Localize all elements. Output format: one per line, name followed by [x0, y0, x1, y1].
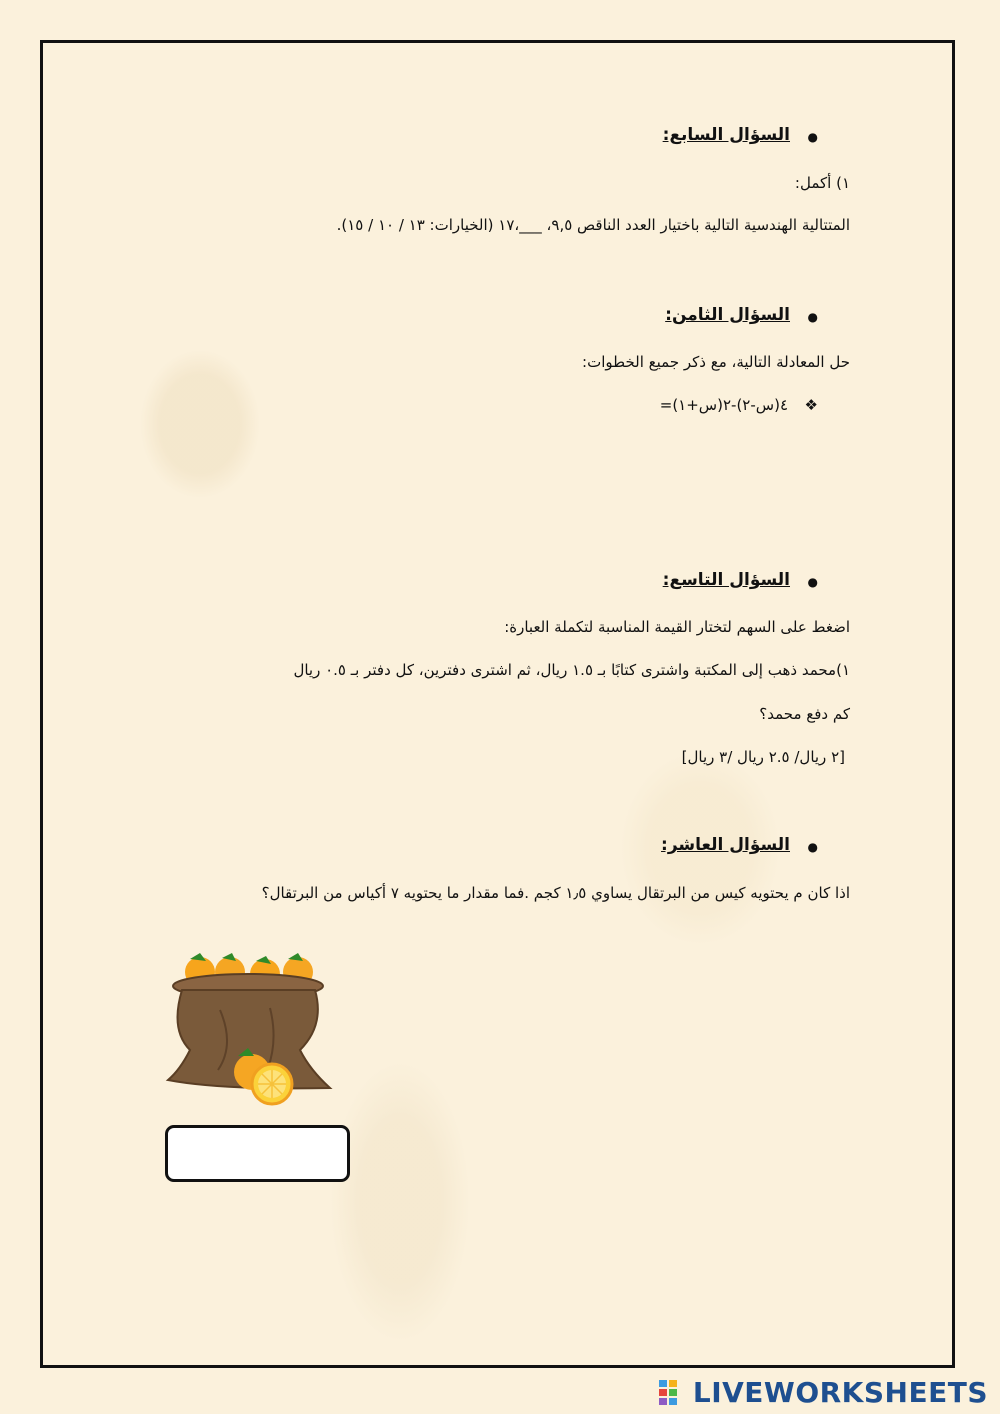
diamond-star-icon: ❖ — [804, 396, 818, 414]
q9-options[interactable]: [٢ ريال/ ٢.٥ ريال /٣ ريال] — [681, 748, 845, 766]
q9-heading: السؤال التاسع: — [662, 570, 790, 590]
q9-line-2: ١)محمد ذهب إلى المكتبة واشترى كتابًا بـ ١.٥ ريال، ثم اشترى دفترين، كل دفتر بـ ٠.٥ ريال — [293, 661, 850, 679]
q9-line-3: كم دفع محمد؟ — [759, 705, 850, 723]
orange-bag-image — [160, 950, 335, 1110]
bullet-icon: ● — [807, 130, 818, 144]
brand-name: LIVEWORKSHEETS — [692, 1375, 988, 1409]
liveworksheets-logo-icon — [659, 1379, 689, 1405]
bullet-icon: ● — [807, 840, 818, 854]
q10-line-1: اذا كان م يحتويه كيس من البرتقال يساوي ١٫٥ كجم .فما مقدار ما يحتويه ٧ أكياس من البرتقال؟ — [261, 884, 850, 902]
q8-heading: السؤال الثامن: — [665, 305, 790, 325]
answer-input-box[interactable] — [165, 1125, 350, 1182]
q8-equation: ٤(س-٢)-٢(س+١)= — [659, 396, 788, 414]
q7-heading: السؤال السابع: — [662, 125, 790, 145]
q7-line-1: ١) أكمل: — [794, 174, 850, 192]
q7-line-2: المتتالية الهندسية التالية باختيار العدد الناقص ٥‚٩، ___،١٧ (الخيارات: ١٣ / ١٠ / ١٥). — [336, 216, 850, 234]
q8-line-1: حل المعادلة التالية، مع ذكر جميع الخطوات: — [582, 353, 850, 371]
q10-heading: السؤال العاشر: — [661, 835, 790, 855]
bullet-icon: ● — [807, 575, 818, 589]
q9-line-1: اضغط على السهم لتختار القيمة المناسبة لتكملة العبارة: — [504, 618, 850, 636]
liveworksheets-logo — [659, 1375, 988, 1409]
bullet-icon: ● — [807, 310, 818, 324]
